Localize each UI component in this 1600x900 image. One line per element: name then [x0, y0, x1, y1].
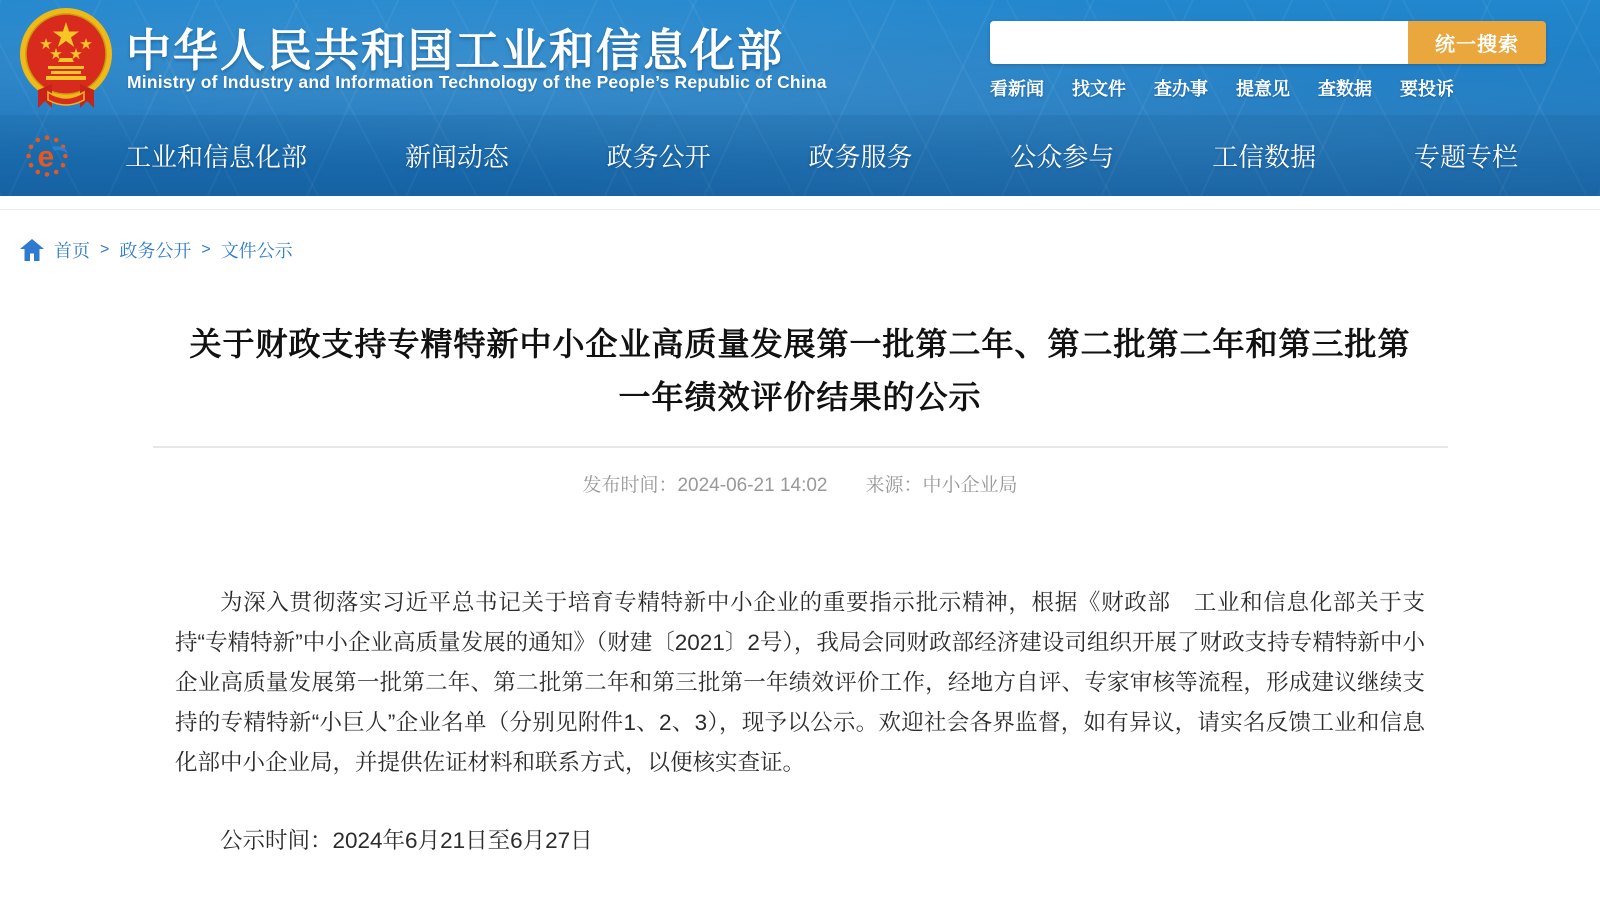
- main-nav: [0, 115, 1600, 196]
- quick-link-services[interactable]: 查办事: [1154, 79, 1208, 99]
- quick-link-news[interactable]: 看新闻: [990, 79, 1044, 99]
- nav-item-miit[interactable]: 工业和信息化部: [125, 142, 308, 172]
- search-input[interactable]: [990, 21, 1408, 64]
- home-icon[interactable]: [20, 239, 44, 261]
- breadcrumb-separator: >: [100, 241, 110, 258]
- header-divider: [0, 196, 1600, 210]
- breadcrumb-home[interactable]: 首页: [54, 241, 90, 261]
- source-value: 中小企业局: [922, 475, 1018, 496]
- search-bar: [990, 21, 1546, 64]
- quick-links: [990, 75, 1454, 101]
- unified-search-button[interactable]: 统一搜索: [1408, 21, 1546, 64]
- miit-e-logo-icon: [24, 133, 70, 179]
- source-label: 来源：: [865, 475, 923, 496]
- article-paragraph: 为深入贯彻落实习近平总书记关于培育专精特新中小企业的重要指示批示精神，根据《财政部 工业和信息化部关于支持“专精特新”中小企业高质量发展的通知》（财建〔2021〕2号），我局会同财政部经济建设司组织开展了财政支持专精特新中小企业高质量发展第一批第二年、第二批第二年和第三批第一年绩效评价工作，经地方自评、专家审核等流程，形成建议继续支持的专精特新“小巨人”企业名单（分别见附件1、2、3），现予以公示。欢迎社会各界监督，如有异议，请实名反馈工业和信息化部中小企业局，并提供佐证材料和联系方式，以便核实查证。: [175, 590, 1425, 775]
- nav-items: [125, 115, 1518, 196]
- quick-link-suggest[interactable]: 提意见: [1236, 79, 1290, 99]
- site-subtitle: Ministry of Industry and Information Technology of the People’s Republic of China: [127, 72, 827, 92]
- nav-item-public[interactable]: 公众参与: [1010, 142, 1115, 172]
- site-title: 中华人民共和国工业和信息化部: [126, 25, 785, 76]
- nav-item-data[interactable]: 工信数据: [1212, 142, 1317, 172]
- publish-time-label: 发布时间：: [582, 475, 678, 496]
- breadcrumb: [0, 210, 1600, 260]
- nav-item-news[interactable]: 新闻动态: [404, 142, 509, 172]
- svg-text:e: e: [37, 140, 55, 174]
- article: [175, 318, 1425, 861]
- notice-period: 公示时间：2024年6月21日至6月27日: [220, 828, 593, 853]
- breadcrumb-gov-info[interactable]: 政务公开: [119, 241, 192, 261]
- national-emblem-icon: [18, 4, 114, 112]
- nav-item-gov-info[interactable]: 政务公开: [606, 142, 711, 172]
- nav-item-services[interactable]: 政务服务: [808, 142, 913, 172]
- breadcrumb-separator: >: [201, 241, 211, 258]
- breadcrumb-file-publicity[interactable]: 文件公示: [220, 241, 293, 261]
- quick-link-documents[interactable]: 找文件: [1072, 79, 1126, 99]
- article-meta: [175, 470, 1425, 497]
- quick-link-complain[interactable]: 要投诉: [1400, 79, 1454, 99]
- quick-link-data[interactable]: 查数据: [1318, 79, 1372, 99]
- publish-time: 2024-06-21 14:02: [677, 475, 828, 496]
- site-header: [0, 0, 1600, 196]
- nav-item-special[interactable]: 专题专栏: [1413, 142, 1518, 172]
- article-title: 关于财政支持专精特新中小企业高质量发展第一批第二年、第二批第二年和第三批第一年绩效评价结果的公示: [189, 326, 1411, 415]
- title-divider: [153, 446, 1448, 448]
